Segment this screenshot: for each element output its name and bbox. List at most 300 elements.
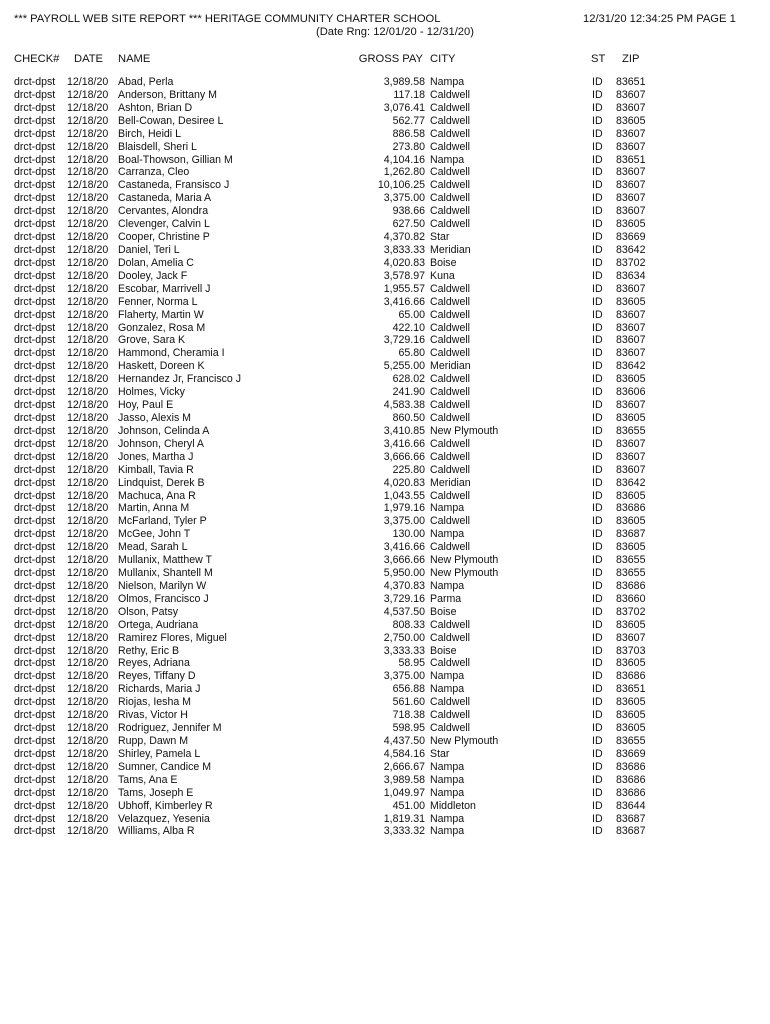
cell-city: Caldwell — [430, 373, 471, 386]
cell-zip: 83655 — [616, 424, 646, 437]
cell-gross-pay: 225.80 — [392, 463, 425, 476]
cell-check: drct-dpst — [14, 243, 56, 256]
table-row — [0, 528, 770, 541]
cell-date: 12/18/20 — [67, 334, 109, 347]
cell-state: ID — [592, 773, 603, 786]
cell-gross-pay: 2,750.00 — [383, 631, 425, 644]
cell-state: ID — [592, 231, 603, 244]
cell-city: Caldwell — [430, 722, 471, 735]
cell-gross-pay: 5,255.00 — [383, 360, 425, 373]
cell-gross-pay: 3,333.33 — [383, 644, 425, 657]
table-row — [0, 322, 770, 335]
cell-name: Birch, Heidi L — [118, 127, 181, 140]
table-row — [0, 761, 770, 774]
cell-zip: 83686 — [616, 760, 646, 773]
cell-date: 12/18/20 — [67, 773, 109, 786]
table-row — [0, 347, 770, 360]
cell-city: Boise — [430, 605, 457, 618]
cell-gross-pay: 1,262.80 — [383, 166, 425, 179]
cell-state: ID — [592, 256, 603, 269]
cell-check: drct-dpst — [14, 773, 56, 786]
cell-name: Kimball, Tavia R — [118, 463, 194, 476]
cell-date: 12/18/20 — [67, 605, 109, 618]
cell-gross-pay: 4,584.16 — [383, 747, 425, 760]
cell-date: 12/18/20 — [67, 101, 109, 114]
cell-gross-pay: 3,375.00 — [383, 515, 425, 528]
cell-gross-pay: 5,950.00 — [383, 567, 425, 580]
cell-zip: 83605 — [616, 489, 646, 502]
cell-check: drct-dpst — [14, 735, 56, 748]
table-row — [0, 735, 770, 748]
cell-zip: 83651 — [616, 76, 646, 88]
cell-name: Martin, Anna M — [118, 502, 190, 515]
cell-name: Hammond, Cheramia I — [118, 347, 225, 360]
cell-zip: 83642 — [616, 360, 646, 373]
cell-zip: 83686 — [616, 670, 646, 683]
cell-gross-pay: 886.58 — [392, 127, 425, 140]
cell-check: drct-dpst — [14, 424, 56, 437]
cell-name: Mullanix, Shantell M — [118, 567, 213, 580]
cell-name: Escobar, Marrivell J — [118, 282, 211, 295]
cell-state: ID — [592, 812, 603, 825]
cell-date: 12/18/20 — [67, 192, 109, 205]
cell-date: 12/18/20 — [67, 437, 109, 450]
cell-name: Grove, Sara K — [118, 334, 186, 347]
cell-city: Caldwell — [430, 179, 471, 192]
cell-state: ID — [592, 709, 603, 722]
cell-gross-pay: 1,049.97 — [383, 786, 425, 799]
cell-check: drct-dpst — [14, 218, 56, 231]
table-row — [0, 192, 770, 205]
cell-check: drct-dpst — [14, 347, 56, 360]
cell-state: ID — [592, 411, 603, 424]
cell-check: drct-dpst — [14, 683, 56, 696]
cell-date: 12/18/20 — [67, 579, 109, 592]
cell-date: 12/18/20 — [67, 256, 109, 269]
cell-name: Jasso, Alexis M — [118, 411, 192, 424]
cell-zip: 83642 — [616, 476, 646, 489]
cell-name: Dooley, Jack F — [118, 269, 188, 282]
cell-name: Flaherty, Martin W — [118, 308, 204, 321]
cell-date: 12/18/20 — [67, 696, 109, 709]
cell-zip: 83605 — [616, 373, 646, 386]
cell-state: ID — [592, 373, 603, 386]
cell-city: Caldwell — [430, 541, 471, 554]
table-row — [0, 166, 770, 179]
cell-city: Caldwell — [430, 489, 471, 502]
column-header-gross-pay: GROSS PAY — [358, 53, 423, 65]
cell-name: Dolan, Amelia C — [118, 256, 194, 269]
cell-state: ID — [592, 114, 603, 127]
cell-gross-pay: 3,375.00 — [383, 670, 425, 683]
cell-zip: 83606 — [616, 386, 646, 399]
cell-zip: 83651 — [616, 153, 646, 166]
cell-name: Lindquist, Derek B — [118, 476, 205, 489]
cell-zip: 83702 — [616, 256, 646, 269]
cell-state: ID — [592, 450, 603, 463]
table-row — [0, 683, 770, 696]
cell-city: Caldwell — [430, 450, 471, 463]
cell-name: Carranza, Cleo — [118, 166, 190, 179]
cell-gross-pay: 1,819.31 — [383, 812, 425, 825]
table-row — [0, 154, 770, 167]
cell-state: ID — [592, 424, 603, 437]
cell-check: drct-dpst — [14, 88, 56, 101]
table-row — [0, 825, 770, 838]
cell-zip: 83686 — [616, 773, 646, 786]
cell-date: 12/18/20 — [67, 424, 109, 437]
cell-city: Boise — [430, 256, 457, 269]
cell-city: Caldwell — [430, 114, 471, 127]
cell-check: drct-dpst — [14, 631, 56, 644]
cell-date: 12/18/20 — [67, 528, 109, 541]
cell-city: Boise — [430, 644, 457, 657]
cell-zip: 83605 — [616, 295, 646, 308]
cell-name: Mullanix, Matthew T — [118, 554, 213, 567]
table-row — [0, 412, 770, 425]
cell-date: 12/18/20 — [67, 644, 109, 657]
cell-city: Caldwell — [430, 166, 471, 179]
cell-check: drct-dpst — [14, 760, 56, 773]
cell-name: Ubhoff, Kimberley R — [118, 799, 213, 812]
cell-check: drct-dpst — [14, 295, 56, 308]
cell-zip: 83605 — [616, 541, 646, 554]
cell-zip: 83605 — [616, 218, 646, 231]
cell-check: drct-dpst — [14, 605, 56, 618]
cell-state: ID — [592, 670, 603, 683]
cell-date: 12/18/20 — [67, 709, 109, 722]
cell-city: Caldwell — [430, 295, 471, 308]
cell-city: Caldwell — [430, 709, 471, 722]
cell-check: drct-dpst — [14, 696, 56, 709]
cell-name: Tams, Ana E — [118, 773, 178, 786]
cell-city: Nampa — [430, 760, 465, 773]
cell-gross-pay: 58.95 — [398, 657, 425, 670]
cell-gross-pay: 130.00 — [392, 528, 425, 541]
report-title: *** PAYROLL WEB SITE REPORT *** HERITAGE COMMUNITY CHARTER SCHOOL — [14, 13, 441, 25]
cell-state: ID — [592, 631, 603, 644]
cell-date: 12/18/20 — [67, 88, 109, 101]
cell-check: drct-dpst — [14, 722, 56, 735]
cell-date: 12/18/20 — [67, 373, 109, 386]
cell-date: 12/18/20 — [67, 760, 109, 773]
cell-city: Caldwell — [430, 696, 471, 709]
cell-name: Olmos, Francisco J — [118, 592, 209, 605]
cell-state: ID — [592, 799, 603, 812]
cell-city: Middleton — [430, 799, 476, 812]
cell-zip: 83605 — [616, 114, 646, 127]
cell-check: drct-dpst — [14, 670, 56, 683]
table-row — [0, 334, 770, 347]
cell-name: Rethy, Eric B — [118, 644, 180, 657]
cell-gross-pay: 3,578.97 — [383, 269, 425, 282]
table-row — [0, 619, 770, 632]
cell-state: ID — [592, 295, 603, 308]
cell-date: 12/18/20 — [67, 179, 109, 192]
table-row — [0, 360, 770, 373]
table-row — [0, 141, 770, 154]
cell-zip: 83607 — [616, 631, 646, 644]
cell-state: ID — [592, 88, 603, 101]
cell-state: ID — [592, 463, 603, 476]
cell-check: drct-dpst — [14, 825, 56, 838]
cell-state: ID — [592, 722, 603, 735]
cell-gross-pay: 718.38 — [392, 709, 425, 722]
table-row — [0, 696, 770, 709]
cell-name: Johnson, Cheryl A — [118, 437, 204, 450]
cell-gross-pay: 65.80 — [398, 347, 425, 360]
cell-city: Caldwell — [430, 88, 471, 101]
cell-date: 12/18/20 — [67, 463, 109, 476]
cell-name: Bell-Cowan, Desiree L — [118, 114, 224, 127]
cell-gross-pay: 422.10 — [392, 321, 425, 334]
table-row — [0, 580, 770, 593]
cell-city: Nampa — [430, 579, 465, 592]
cell-zip: 83607 — [616, 321, 646, 334]
table-row — [0, 657, 770, 670]
cell-state: ID — [592, 282, 603, 295]
table-row — [0, 554, 770, 567]
cell-check: drct-dpst — [14, 231, 56, 244]
cell-city: New Plymouth — [430, 424, 499, 437]
cell-date: 12/18/20 — [67, 308, 109, 321]
cell-date: 12/18/20 — [67, 618, 109, 631]
cell-date: 12/18/20 — [67, 282, 109, 295]
cell-check: drct-dpst — [14, 269, 56, 282]
cell-city: Caldwell — [430, 463, 471, 476]
cell-check: drct-dpst — [14, 463, 56, 476]
cell-date: 12/18/20 — [67, 295, 109, 308]
cell-city: Caldwell — [430, 437, 471, 450]
cell-check: drct-dpst — [14, 166, 56, 179]
cell-state: ID — [592, 618, 603, 631]
cell-gross-pay: 4,104.16 — [383, 153, 425, 166]
cell-date: 12/18/20 — [67, 166, 109, 179]
cell-zip: 83703 — [616, 644, 646, 657]
cell-name: Castaneda, Maria A — [118, 192, 212, 205]
cell-gross-pay: 860.50 — [392, 411, 425, 424]
cell-date: 12/18/20 — [67, 76, 109, 88]
cell-zip: 83607 — [616, 192, 646, 205]
cell-date: 12/18/20 — [67, 231, 109, 244]
cell-name: Velazquez, Yesenia — [118, 812, 210, 825]
cell-check: drct-dpst — [14, 515, 56, 528]
cell-date: 12/18/20 — [67, 360, 109, 373]
table-row — [0, 425, 770, 438]
cell-state: ID — [592, 179, 603, 192]
cell-check: drct-dpst — [14, 76, 56, 88]
cell-date: 12/18/20 — [67, 631, 109, 644]
cell-gross-pay: 1,979.16 — [383, 502, 425, 515]
cell-date: 12/18/20 — [67, 153, 109, 166]
cell-gross-pay: 3,410.85 — [383, 424, 425, 437]
table-row — [0, 645, 770, 658]
cell-zip: 83607 — [616, 334, 646, 347]
cell-name: Mead, Sarah L — [118, 541, 188, 554]
cell-name: Machuca, Ana R — [118, 489, 196, 502]
cell-zip: 83605 — [616, 709, 646, 722]
cell-zip: 83607 — [616, 308, 646, 321]
cell-city: Caldwell — [430, 127, 471, 140]
table-row — [0, 270, 770, 283]
table-row — [0, 722, 770, 735]
cell-state: ID — [592, 218, 603, 231]
cell-check: drct-dpst — [14, 592, 56, 605]
cell-check: drct-dpst — [14, 373, 56, 386]
table-row — [0, 89, 770, 102]
table-row — [0, 748, 770, 761]
cell-city: Caldwell — [430, 308, 471, 321]
cell-check: drct-dpst — [14, 709, 56, 722]
cell-city: Nampa — [430, 76, 465, 88]
table-row — [0, 296, 770, 309]
table-row — [0, 231, 770, 244]
cell-check: drct-dpst — [14, 437, 56, 450]
column-header-date: DATE — [74, 53, 104, 65]
cell-gross-pay: 3,416.66 — [383, 541, 425, 554]
cell-date: 12/18/20 — [67, 269, 109, 282]
cell-city: Nampa — [430, 683, 465, 696]
cell-date: 12/18/20 — [67, 554, 109, 567]
table-row — [0, 438, 770, 451]
cell-state: ID — [592, 386, 603, 399]
cell-zip: 83605 — [616, 618, 646, 631]
cell-check: drct-dpst — [14, 386, 56, 399]
cell-date: 12/18/20 — [67, 825, 109, 838]
cell-gross-pay: 4,370.82 — [383, 231, 425, 244]
cell-name: Williams, Alba R — [118, 825, 195, 838]
cell-check: drct-dpst — [14, 179, 56, 192]
cell-date: 12/18/20 — [67, 321, 109, 334]
cell-name: Jones, Martha J — [118, 450, 194, 463]
cell-zip: 83607 — [616, 437, 646, 450]
cell-gross-pay: 4,583.38 — [383, 399, 425, 412]
cell-state: ID — [592, 696, 603, 709]
cell-name: Ortega, Audriana — [118, 618, 199, 631]
cell-date: 12/18/20 — [67, 243, 109, 256]
table-row — [0, 399, 770, 412]
cell-check: drct-dpst — [14, 502, 56, 515]
cell-state: ID — [592, 515, 603, 528]
cell-name: Reyes, Adriana — [118, 657, 190, 670]
cell-gross-pay: 628.02 — [392, 373, 425, 386]
cell-city: Nampa — [430, 773, 465, 786]
cell-city: Nampa — [430, 670, 465, 683]
cell-name: Daniel, Teri L — [118, 243, 180, 256]
cell-zip: 83607 — [616, 205, 646, 218]
cell-check: drct-dpst — [14, 579, 56, 592]
column-header-check: CHECK# — [14, 53, 60, 65]
cell-zip: 83655 — [616, 554, 646, 567]
cell-check: drct-dpst — [14, 554, 56, 567]
cell-city: Caldwell — [430, 618, 471, 631]
cell-name: Castaneda, Fransisco J — [118, 179, 230, 192]
table-row — [0, 800, 770, 813]
cell-check: drct-dpst — [14, 140, 56, 153]
cell-state: ID — [592, 489, 603, 502]
cell-name: Johnson, Celinda A — [118, 424, 210, 437]
table-row — [0, 102, 770, 115]
cell-city: Caldwell — [430, 334, 471, 347]
cell-gross-pay: 2,666.67 — [383, 760, 425, 773]
cell-name: Sumner, Candice M — [118, 760, 212, 773]
cell-name: Olson, Patsy — [118, 605, 179, 618]
cell-date: 12/18/20 — [67, 812, 109, 825]
cell-date: 12/18/20 — [67, 567, 109, 580]
cell-state: ID — [592, 347, 603, 360]
cell-check: drct-dpst — [14, 308, 56, 321]
cell-state: ID — [592, 140, 603, 153]
cell-name: Gonzalez, Rosa M — [118, 321, 206, 334]
cell-city: New Plymouth — [430, 567, 499, 580]
cell-state: ID — [592, 605, 603, 618]
cell-gross-pay: 598.95 — [392, 722, 425, 735]
cell-zip: 83607 — [616, 88, 646, 101]
cell-gross-pay: 562.77 — [392, 114, 425, 127]
cell-gross-pay: 3,333.32 — [383, 825, 425, 838]
cell-city: Nampa — [430, 786, 465, 799]
cell-date: 12/18/20 — [67, 218, 109, 231]
cell-state: ID — [592, 528, 603, 541]
cell-gross-pay: 4,437.50 — [383, 735, 425, 748]
cell-state: ID — [592, 644, 603, 657]
cell-state: ID — [592, 825, 603, 838]
cell-name: Tams, Joseph E — [118, 786, 194, 799]
cell-gross-pay: 3,833.33 — [383, 243, 425, 256]
cell-state: ID — [592, 502, 603, 515]
cell-state: ID — [592, 269, 603, 282]
cell-check: drct-dpst — [14, 411, 56, 424]
cell-zip: 83686 — [616, 786, 646, 799]
cell-zip: 83686 — [616, 579, 646, 592]
cell-name: Rupp, Dawn M — [118, 735, 189, 748]
cell-date: 12/18/20 — [67, 476, 109, 489]
cell-city: Caldwell — [430, 411, 471, 424]
cell-check: drct-dpst — [14, 282, 56, 295]
table-row — [0, 244, 770, 257]
cell-name: Anderson, Brittany M — [118, 88, 217, 101]
table-row — [0, 515, 770, 528]
cell-name: Holmes, Vicky — [118, 386, 185, 399]
cell-zip: 83660 — [616, 592, 646, 605]
cell-gross-pay: 4,020.83 — [383, 256, 425, 269]
cell-name: Rodriguez, Jennifer M — [118, 722, 222, 735]
cell-zip: 83605 — [616, 696, 646, 709]
cell-city: Caldwell — [430, 347, 471, 360]
cell-date: 12/18/20 — [67, 657, 109, 670]
cell-state: ID — [592, 321, 603, 334]
cell-date: 12/18/20 — [67, 515, 109, 528]
table-row — [0, 567, 770, 580]
table-row — [0, 502, 770, 515]
cell-city: Nampa — [430, 153, 465, 166]
cell-check: drct-dpst — [14, 334, 56, 347]
cell-zip: 83634 — [616, 269, 646, 282]
cell-name: Haskett, Doreen K — [118, 360, 205, 373]
cell-date: 12/18/20 — [67, 735, 109, 748]
cell-city: Parma — [430, 592, 462, 605]
cell-name: McFarland, Tyler P — [118, 515, 207, 528]
cell-state: ID — [592, 567, 603, 580]
table-row — [0, 813, 770, 826]
cell-gross-pay: 451.00 — [392, 799, 425, 812]
cell-state: ID — [592, 76, 603, 88]
cell-name: Blaisdell, Sheri L — [118, 140, 197, 153]
cell-state: ID — [592, 657, 603, 670]
cell-name: Shirley, Pamela L — [118, 747, 201, 760]
cell-zip: 83655 — [616, 567, 646, 580]
cell-state: ID — [592, 476, 603, 489]
